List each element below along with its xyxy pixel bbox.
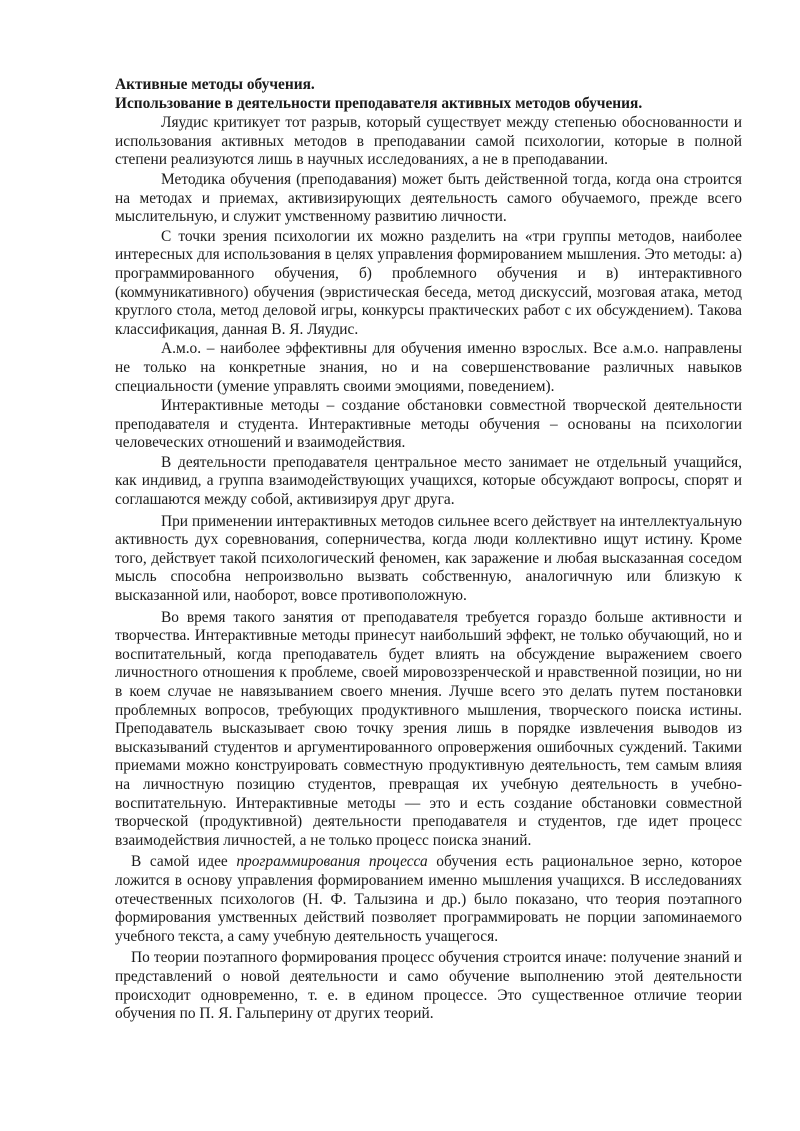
- paragraph-programming: [115, 853, 742, 946]
- paragraph-6: В деятельности преподавателя центральное место занимает не отдельный учащийся, как индивид, а группа взаимодействующих учащихся, которые обсуждают вопросы, спорят и соглашаются между собой, активизируя друг друга.: [115, 453, 742, 509]
- paragraph-programming-end: обучения есть рациональное зерно, которое ложится в основу управления формированием именно мышления учащихся. В исследованиях отечественных психологов (Н. Ф. Талызина и др.) было показано, что теория поэтапного формирования умственных действий позволяет программировать не порции запоминаемого учебного текста, а саму учебную деятельность учащегося.: [115, 853, 742, 945]
- paragraph-2: Методика обучения (преподавания) может быть действенной тогда, когда она строится на методах и приемах, активизирующих деятельность самого обучаемого, прежде всего мыслительную, и служит умственному развитию личности.: [115, 170, 742, 226]
- paragraph-1: Ляудис критикует тот разрыв, который существует между степенью обоснованности и использования активных методов в преподавании самой психологии, которые в полной степени реализуются лишь в научных исследованиях, а не в преподавании.: [115, 114, 742, 169]
- paragraph-4: А.м.о. – наиболее эффективны для обучения именно взрослых. Все а.м.о. направлены не только на конкретные знания, но и на совершенствование различных навыков специальности (умение управлять своими эмоциями, поведением).: [115, 340, 742, 395]
- document-page: [115, 76, 742, 1025]
- paragraph-7: При применении интерактивных методов сильнее всего действует на интеллектуальную активность дух соревнования, соперничества, когда люди коллективно ищут истину. Кроме того, действует такой психологический феномен, как заражение и любая высказанная соседом мысль способна непроизвольно вызвать собственную, аналогичную или близкую к высказанной или, наоборот, вовсе противоположную.: [115, 512, 742, 605]
- paragraph-last: По теории поэтапного формирования процесс обучения строится иначе: получение знаний и представлений о новой деятельности и само обучение выполнению этой деятельности происходит одновременно, т. е. в едином процессе. Это существенное отличие теории обучения по П. Я. Гальперину от других теорий.: [115, 949, 742, 1023]
- paragraph-8: Во время такого занятия от преподавателя требуется гораздо больше активности и творчества. Интерактивные методы принесут наибольший эффект, не только обучающий, но и воспитательный, когда преподаватель будет влиять на обсуждение выражением своего личностного отношения к проблеме, своей мировоззренческой и нравственной позиции, но ни в коем случае не навязыванием своего мнения. Лучше всего это делать путем постановки проблемных вопросов, требующих продуктивного мышления, творческого поиска истины. Преподаватель высказывает свою точку зрения лишь в порядке извлечения выводов из высказываний студентов и аргументированного опровержения ошибочных суждений. Такими приемами можно конструировать совместную продуктивную деятельность, тем самым влияя на личностную позицию студентов, превращая их учебную деятельность в учебно-воспитательную. Интерактивные методы — это и есть создание обстановки совместной творческой (продуктивной) деятельности преподавателя и студентов, где идет процесс взаимодействия личностей, а не только процесс поиска знаний.: [115, 608, 742, 849]
- paragraph-5: Интерактивные методы – создание обстановки совместной творческой деятельности преподавателя и студента. Интерактивные методы обучения – основаны на психологии человеческих отношений и взаимодействия.: [115, 397, 742, 452]
- paragraph-programming-emphasis: программирования процесса: [236, 853, 428, 871]
- paragraph-programming-start: В самой идее: [131, 853, 237, 871]
- document-title: Активные методы обучения.: [115, 76, 315, 93]
- paragraph-3: С точки зрения психологии их можно разделить на «три группы методов, наиболее интересных для использования в целях управления формированием мышления. Это методы: а) программированного обучения, б) проблемного обучения и в) интерактивного (коммуникативного) обучения (эвристическая беседа, метод дискуссий, мозговая атака, метод круглого стола, метод деловой игры, конкурсы практических работ с их обсуждением). Такова классификация, данная В. Я. Ляудис.: [115, 227, 742, 338]
- document-subtitle: Использование в деятельности преподавателя активных методов обучения.: [115, 94, 643, 112]
